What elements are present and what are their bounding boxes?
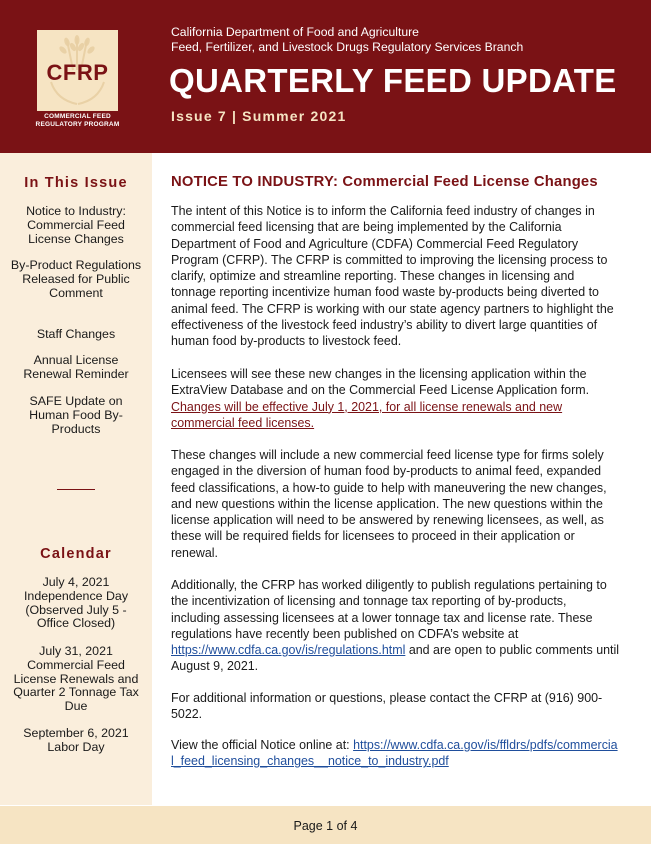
regulations-link[interactable]: https://www.cdfa.ca.gov/is/regulations.html — [171, 643, 406, 658]
paragraph-contact: For additional information or questions, please contact the CFRP at (916) 900-5022. — [171, 691, 603, 722]
org-line-2: Feed, Fertilizer, and Livestock Drugs Regulatory Services Branch — [171, 40, 524, 54]
footer — [0, 806, 651, 844]
paragraph-intent: The intent of this Notice is to inform the California feed industry of changes in commercial feed licensing that are being implemented by the California Department of Food and Agriculture (CDFA) Commercial Feed Regulatory Program (CFRP). The CFRP is committed to improving the licensing process to clarify, optimize and streamline reporting. These changes in licensing and tonnage reporting incentivize human food waste by-products being diverted to animal feed. The CFRP is working with our state agency partners to highlight the effectiveness of the livestock feed industry’s ability to divert large quantities of human food by-products to livestock feed. — [171, 204, 614, 349]
paragraph-notice-link — [171, 737, 619, 770]
paragraph-licensees — [171, 366, 619, 431]
sidebar-divider — [57, 489, 95, 490]
masthead — [0, 0, 651, 153]
calendar-entry: July 31, 2021 Commercial Feed License Renewals and Quarter 2 Tonnage Tax Due — [13, 644, 139, 714]
logo-wordmark: CFRP — [46, 60, 109, 85]
paragraph-text: View the official Notice online at: — [171, 738, 350, 752]
paragraph-text: Additionally, the CFRP has worked diligently to publish regulations pertaining to the incentivization of licensing and tonnage tax reporting of by-products, including assessing licensees at a lower tonnage tax and license rate. These regulations have recently been published on CDFA’s website at — [171, 578, 607, 641]
toc-item[interactable]: Staff Changes — [36, 327, 116, 341]
org-line-1: California Department of Food and Agriculture — [171, 25, 419, 39]
paragraph-text: Licensees will see these new changes in the licensing application within the ExtraView Database and on the Commercial Feed License Application form. — [171, 367, 590, 398]
paragraph-regulations — [171, 577, 619, 675]
toc-item[interactable]: SAFE Update on Human Food By-Products — [29, 394, 123, 436]
paragraph-changes: These changes will include a new commercial feed license type for firms solely engaged in the diversion of human food by-products to animal feed, expanded feed classifications, a how-to guide to help with maneuvering the new changes, and new questions within the license application. The new questions within the license application will need to be answered by renewing licensees, as well, as these will be required fields for licensees to proceed in their application or renewal. — [171, 448, 607, 560]
toc-item[interactable]: Annual License Renewal Reminder — [23, 353, 129, 381]
cfrp-logo — [37, 30, 118, 111]
toc-item[interactable]: Notice to Industry: Commercial Feed License Changes — [26, 204, 126, 246]
notice-link[interactable]: https://www.cdfa.ca.gov/is/ffldrs/pdfs/commercial_feed_licensing_changes__notice_to_industry.pdf — [171, 738, 618, 769]
newsletter-title: QUARTERLY FEED UPDATE — [169, 62, 617, 99]
paragraph-text: and are open to public comments until August 9, 2021. — [171, 643, 620, 674]
calendar-entry: July 4, 2021 Independence Day (Observed July 5 - Office Closed) — [23, 575, 129, 631]
page-number: Page 1 of 4 — [293, 819, 358, 833]
in-this-issue-heading: In This Issue — [24, 175, 128, 191]
calendar-entry: September 6, 2021 Labor Day — [23, 726, 129, 754]
logo-subtitle: COMMERCIAL FEED REGULATORY PROGRAM — [35, 113, 120, 128]
toc-item[interactable]: By-Product Regulations Released for Public Comment — [10, 258, 142, 300]
calendar-heading: Calendar — [40, 546, 112, 562]
issue-label: Issue 7 | Summer 2021 — [171, 108, 347, 124]
effective-date-highlight: Changes will be effective July 1, 2021, for all license renewals and new commercial feed licenses. — [171, 399, 563, 430]
article-heading: NOTICE TO INDUSTRY: Commercial Feed License Changes — [171, 174, 598, 190]
